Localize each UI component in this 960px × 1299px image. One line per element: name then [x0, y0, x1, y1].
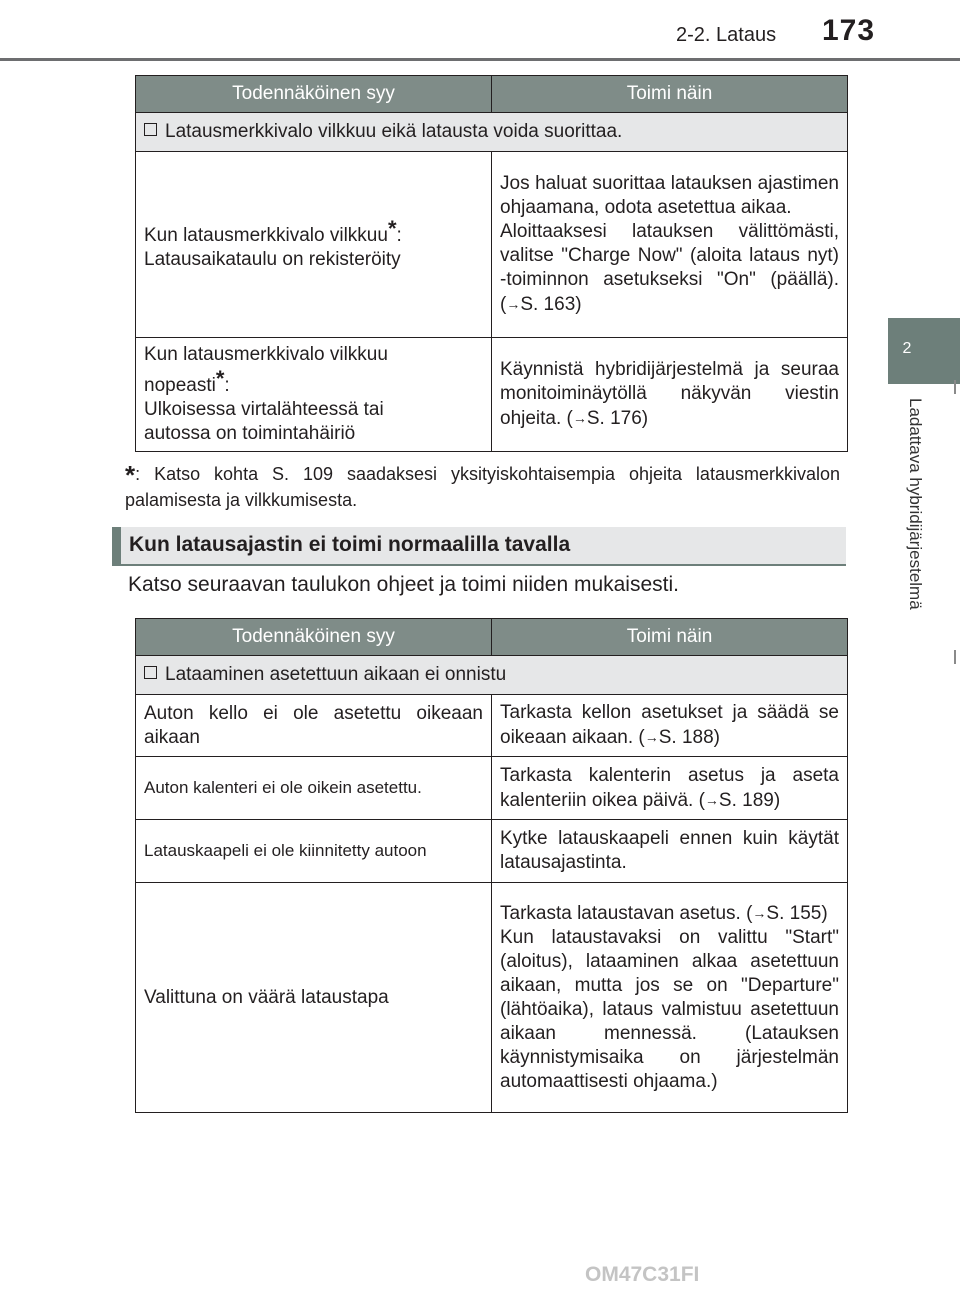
page-reference: S. 176): [586, 408, 649, 429]
charging-indicator-table: [135, 75, 848, 452]
colon: :: [224, 375, 230, 396]
page-reference: S. 188): [658, 727, 720, 748]
table2-header-cause: Todennäköinen syy: [136, 619, 492, 656]
table1-subheader: [136, 113, 848, 152]
table2-row1-cause: Auton kello ei ole asetettu oikeaan aikaan: [136, 695, 492, 757]
side-tick: [954, 380, 956, 394]
table1-row1-cause: [136, 152, 492, 338]
chapter-title-vertical: [895, 398, 925, 668]
footer-watermark: OM47C31FI: [585, 1263, 700, 1286]
table2-row4-action: [492, 883, 848, 1113]
charging-timer-table: [135, 618, 848, 1113]
chapter-number: 2: [902, 340, 912, 357]
action-text: Kun lataustavaksi on valittu "Start" (aloitus), lataaminen alkaa asetettuun aikaan, mutta jos se on "Departure" (lähtöaika), lataus valmistuu asetettuun aikaan mennessä. (Latauksen käynnistymisaika on järjestelmän automaattisesti ohjaama.): [500, 927, 839, 1092]
cause-text: autossa on toimintahäiriö: [144, 423, 356, 444]
table1-row2-action: [492, 338, 848, 452]
page-reference: S. 155): [766, 903, 828, 924]
table1-row2-cause: [136, 338, 492, 452]
table2-subheader: [136, 656, 848, 695]
cause-text: Latausaikataulu on rekisteröity: [144, 249, 401, 270]
page-number: 173: [822, 14, 876, 47]
cause-text: nopeasti: [144, 375, 216, 396]
cause-text: Ulkoisessa virtalähteessä tai: [144, 399, 384, 420]
table2-row2-cause: Auton kalenteri ei ole oikein asetettu.: [136, 757, 492, 820]
side-tick: [954, 650, 956, 664]
table2-row3-cause: Latauskaapeli ei ole kiinnitetty autoon: [136, 820, 492, 883]
table2-header-action: Toimi näin: [492, 619, 848, 656]
header-section-title: 2-2. Lataus: [676, 24, 777, 46]
table1-header-action: Toimi näin: [492, 76, 848, 113]
asterisk-mark: *: [215, 366, 225, 391]
asterisk-mark: *: [387, 216, 397, 241]
section-heading-marker: [112, 527, 121, 566]
action-text: Tarkasta kellon asetukset ja säädä se oikeaan aikaan. (: [500, 702, 839, 748]
table2-row1-action: [492, 695, 848, 757]
checkbox-icon: [144, 666, 157, 679]
table2-row3-action: Kytke latauskaapeli ennen kuin käytät latausajastinta.: [492, 820, 848, 883]
action-text: Käynnistä hybridijärjestelmä ja seuraa monitoiminäytöllä näkyvän viestin ohjeita. (: [500, 359, 839, 429]
footnote-text: : Katso kohta S. 109 saadaksesi yksityiskohtaisempia ohjeita latausmerkkivalon palamisesta ja vilkkumisesta.: [125, 464, 840, 510]
page-reference: S. 163): [520, 294, 582, 315]
table1-subheader-text: Latausmerkkivalo vilkkuu eikä latausta voida suorittaa.: [165, 121, 623, 142]
checkbox-icon: [144, 123, 157, 136]
chapter-title: Ladattava hybridijärjestelmä: [906, 398, 925, 610]
table2-row4-cause: Valittuna on väärä lataustapa: [136, 883, 492, 1113]
table1-header-cause: Todennäköinen syy: [136, 76, 492, 113]
action-text: Tarkasta kalenterin asetus ja aseta kalenteriin oikea päivä. (: [500, 764, 839, 811]
action-text: Jos haluat suorittaa latauksen ajastimen ohjaamana, odota asetettua aikaa.: [500, 173, 839, 218]
table2-row2-action: [492, 757, 848, 820]
section-title: Kun latausajastin ei toimi normaalilla tavalla: [129, 533, 571, 556]
action-text: Tarkasta lataustavan asetus. (: [500, 903, 753, 924]
arrow-icon: →: [752, 905, 767, 921]
section-intro: Katso seuraavan taulukon ohjeet ja toimi niiden mukaisesti.: [128, 573, 679, 596]
arrow-icon: →: [572, 410, 587, 426]
cause-text: Kun latausmerkkivalo vilkkuu: [144, 344, 388, 365]
footnote: [125, 462, 840, 513]
arrow-icon: →: [506, 296, 521, 312]
action-text: Aloittaaksesi latauksen välittömästi, valitse "Charge Now" (aloita lataus nyt) -toiminnon asetukseksi "On" (päällä). (: [500, 221, 839, 315]
page-reference: S. 189): [718, 789, 781, 811]
asterisk-mark: *: [125, 460, 136, 490]
arrow-icon: →: [644, 729, 659, 745]
table2-subheader-text: Lataaminen asetettuun aikaan ei onnistu: [165, 664, 507, 685]
table1-row1-action: [492, 152, 848, 338]
cause-text: Kun latausmerkkivalo vilkkuu: [144, 225, 388, 246]
colon: :: [396, 225, 402, 246]
arrow-icon: →: [704, 791, 719, 808]
header-rule: [0, 58, 960, 61]
